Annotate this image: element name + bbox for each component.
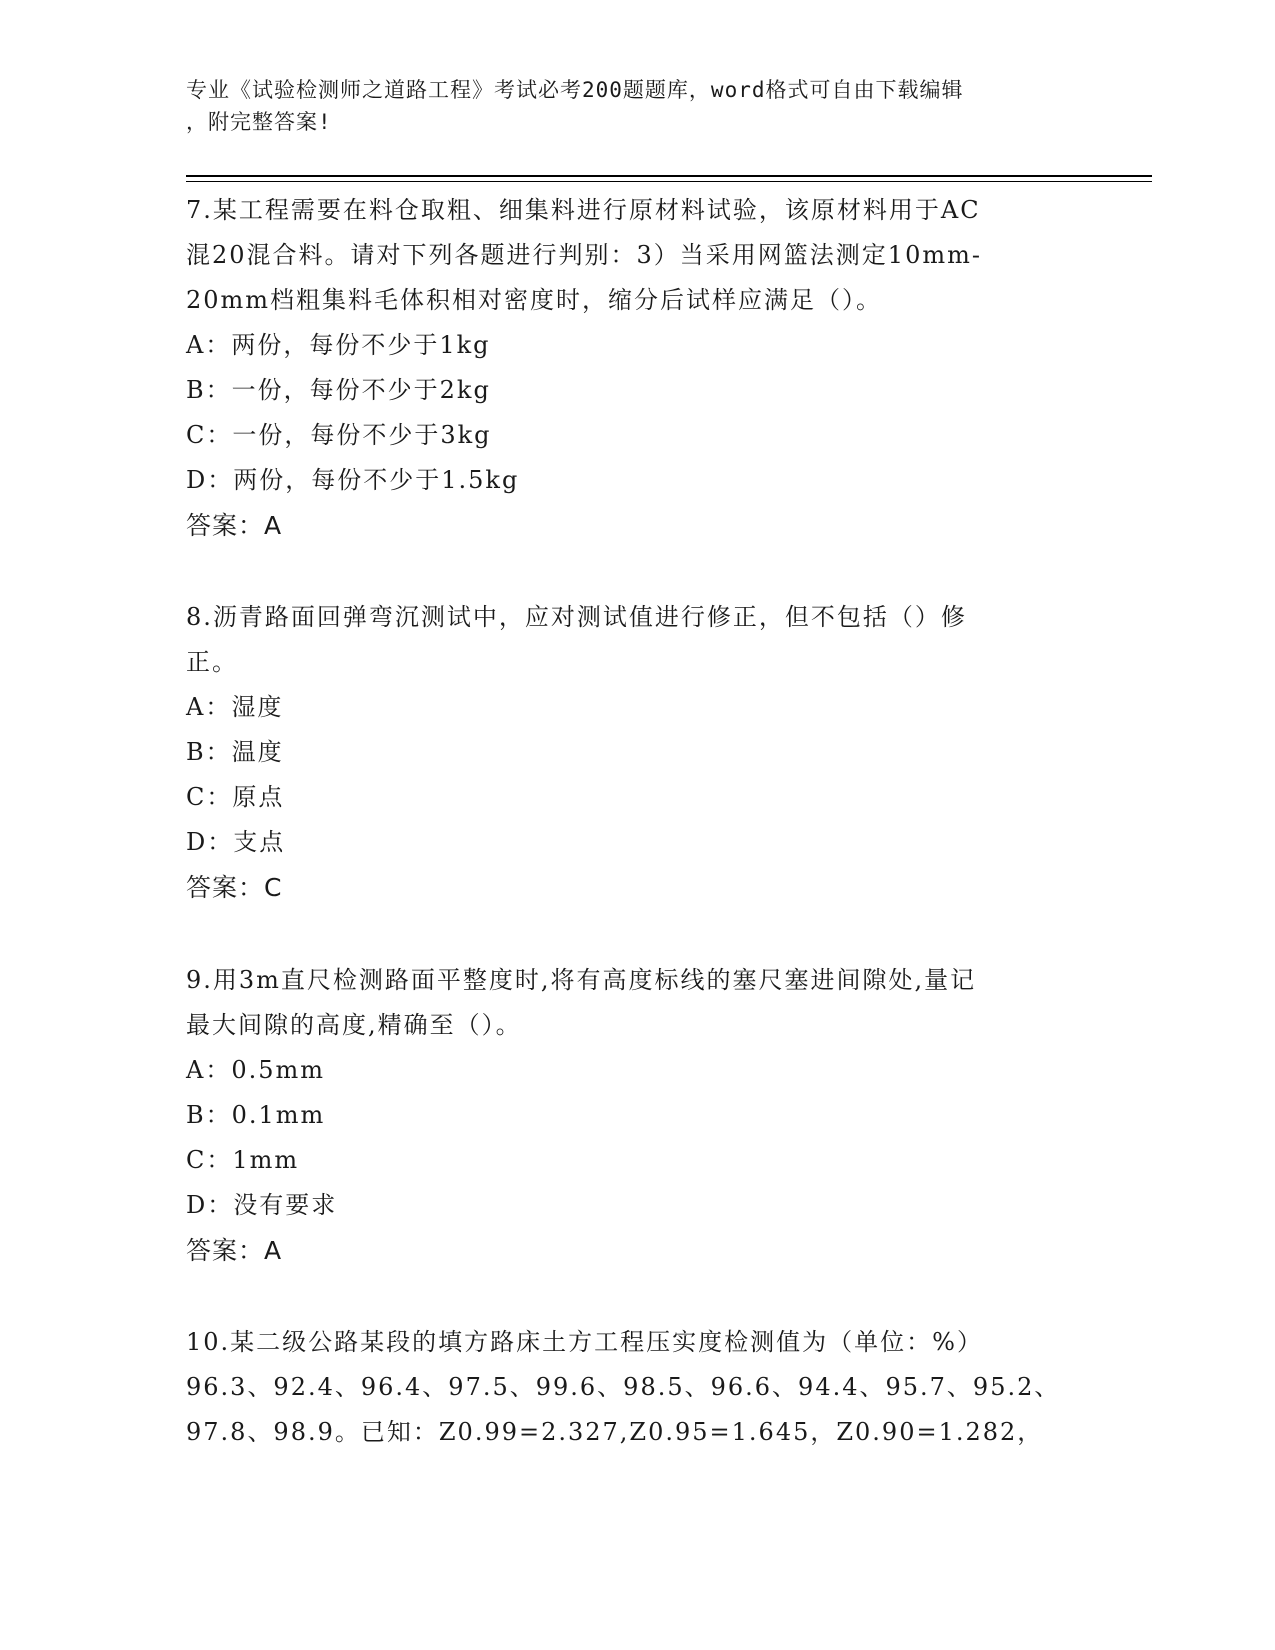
question-7	[186, 188, 1086, 548]
answer-label: 答案：A	[186, 1236, 283, 1265]
question-stem-line: 96.3、92.4、96.4、97.5、99.6、98.5、96.6、94.4、95.7、95.2、	[186, 1373, 1061, 1401]
option-d: D：两份，每份不少于1.5kg	[186, 466, 520, 494]
question-stem-line: 20mm档粗集料毛体积相对密度时，缩分后试样应满足（）。	[186, 286, 883, 314]
question-stem-line: 7.某工程需要在料仓取粗、细集料进行原材料试验，该原材料用于AC	[186, 196, 981, 224]
question-stem-line: 97.8、98.9。已知：Z0.99=2.327,Z0.95=1.645，Z0.90=1.282，	[186, 1418, 1044, 1446]
answer-label: 答案：C	[186, 873, 283, 902]
option-a: A：0.5mm	[186, 1056, 326, 1084]
question-10	[186, 1320, 1086, 1455]
option-b: B：一份，每份不少于2kg	[186, 376, 491, 404]
question-stem-line: 正。	[186, 648, 238, 676]
option-a: A：两份，每份不少于1kg	[186, 331, 491, 359]
option-d: D：支点	[186, 828, 286, 856]
header-note	[186, 74, 1066, 138]
option-d: D：没有要求	[186, 1191, 338, 1219]
option-c: C：原点	[186, 783, 285, 811]
question-8	[186, 595, 1086, 910]
question-stem-line: 10.某二级公路某段的填方路床土方工程压实度检测值为（单位：%）	[186, 1328, 983, 1356]
option-b: B：温度	[186, 738, 284, 766]
question-9	[186, 958, 1086, 1273]
header-line-1: 专业《试验检测师之道路工程》考试必考200题题库，word格式可自由下载编辑	[186, 78, 964, 102]
header-line-2: ，附完整答案!	[186, 110, 332, 134]
header-divider	[186, 175, 1152, 177]
question-stem-line: 最大间隙的高度,精确至（）。	[186, 1011, 522, 1039]
option-a: A：湿度	[186, 693, 284, 721]
answer-label: 答案：A	[186, 511, 283, 540]
header-divider-thin	[186, 181, 1152, 182]
option-c: C：一份，每份不少于3kg	[186, 421, 492, 449]
question-stem-line: 9.用3m直尺检测路面平整度时,将有高度标线的塞尺塞进间隙处,量记	[186, 966, 977, 994]
option-c: C：1mm	[186, 1146, 300, 1174]
question-stem-line: 混20混合料。请对下列各题进行判别：3）当采用网篮法测定10mm-	[186, 241, 982, 269]
option-b: B：0.1mm	[186, 1101, 326, 1129]
question-stem-line: 8.沥青路面回弹弯沉测试中，应对测试值进行修正，但不包括（）修	[186, 603, 967, 631]
